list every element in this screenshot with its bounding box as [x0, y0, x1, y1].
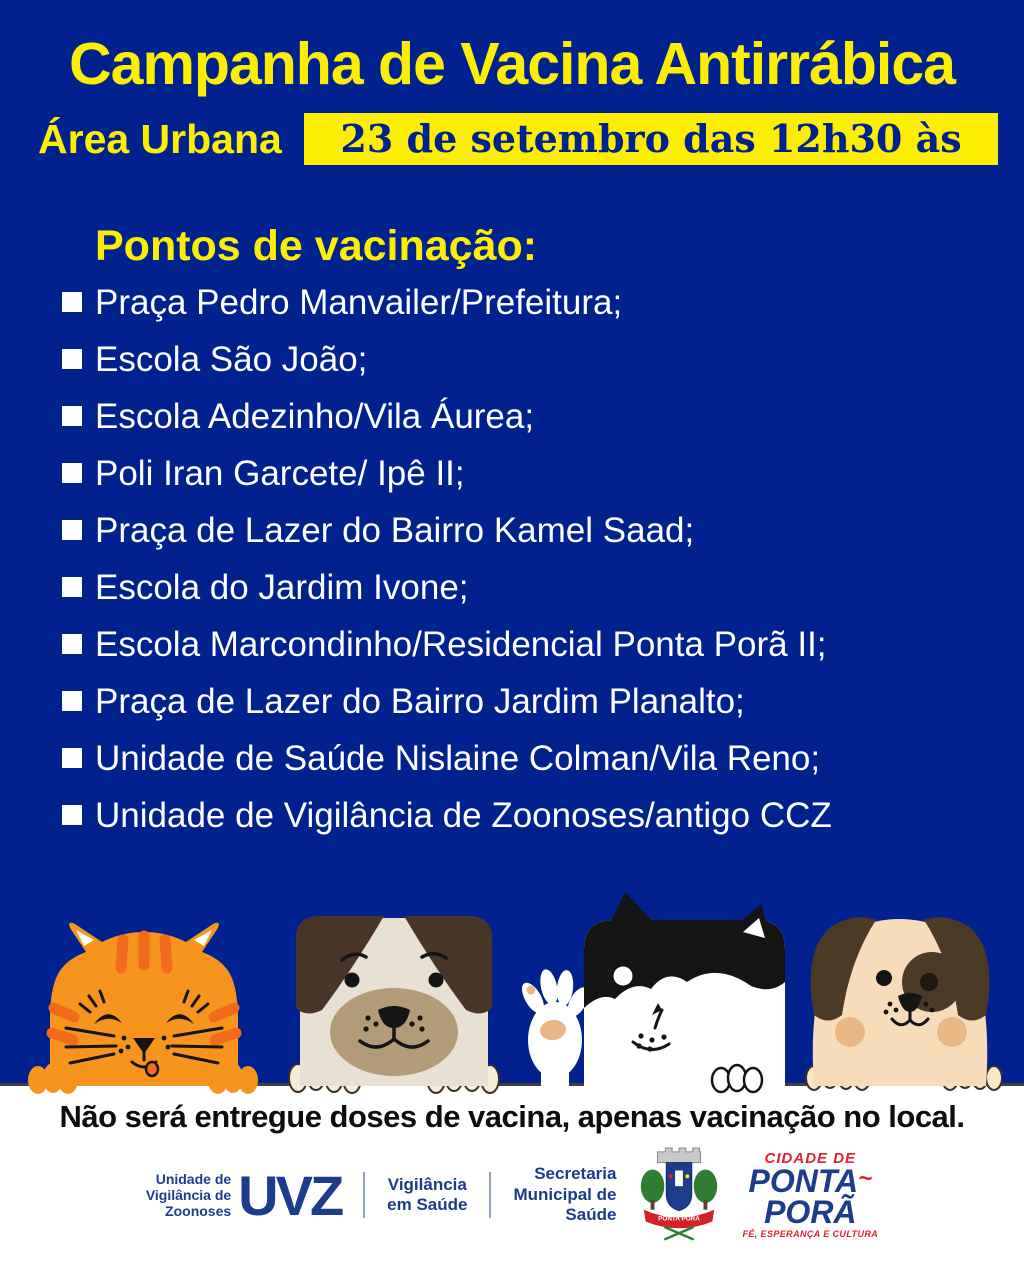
square-bullet-icon — [62, 349, 82, 369]
ponta-pora-wordmark — [742, 1149, 879, 1239]
secretaria-line: Secretaria — [534, 1164, 617, 1184]
secretaria-line: Municipal de — [513, 1184, 617, 1204]
square-bullet-icon — [62, 634, 82, 654]
ponta-text: PONTA — [748, 1162, 859, 1199]
area-label: Área Urbana — [38, 115, 282, 162]
footer-divider — [363, 1172, 365, 1218]
list-item: Escola Marcondinho/Residencial Ponta Porã II; — [62, 625, 1014, 682]
list-item: Praça de Lazer do Bairro Jardim Planalto; — [62, 682, 1014, 739]
footer-logos-row — [0, 1147, 1024, 1243]
bottom-strip — [0, 1083, 1024, 1280]
city-slogan: FÉ, ESPERANÇA E CULTURA — [742, 1228, 879, 1239]
vaccination-points-list — [62, 283, 1014, 853]
vigilancia-em-saude-logo — [387, 1175, 467, 1216]
tuxedo-cat-waving-illustration — [515, 890, 787, 1094]
notice-text: Não será entregue doses de vacina, apenas vacinação no local. — [59, 1099, 965, 1134]
square-bullet-icon — [62, 520, 82, 540]
red-tilde-accent: ~ — [858, 1164, 873, 1192]
vigilancia-line: Vigilância — [387, 1174, 467, 1194]
orange-cat-illustration — [28, 910, 258, 1096]
uvz-acronym: UVZ — [238, 1163, 342, 1227]
crest-ribbon-text: PONTA PORÃ — [658, 1215, 701, 1223]
uvz-label — [146, 1171, 231, 1219]
secretaria-saude-label — [513, 1164, 616, 1225]
square-bullet-icon — [62, 691, 82, 711]
square-bullet-icon — [62, 292, 82, 312]
square-bullet-icon — [62, 406, 82, 426]
list-item: Unidade de Vigilância de Zoonoses/antigo CCZ — [62, 796, 1014, 853]
ponta-pora-coat-of-arms — [638, 1147, 720, 1243]
list-item: Poli Iran Garcete/ Ipê II; — [62, 454, 1014, 511]
list-item: Escola Adezinho/Vila Áurea; — [62, 397, 1014, 454]
vigilancia-line: em Saúde — [387, 1195, 468, 1214]
square-bullet-icon — [62, 748, 82, 768]
list-item: Escola do Jardim Ivone; — [62, 568, 1014, 625]
secretaria-line: Saúde — [565, 1205, 617, 1225]
list-item: Praça de Lazer do Bairro Kamel Saad; — [62, 511, 1014, 568]
list-item: Praça Pedro Manvailer/Prefeitura; — [62, 283, 1014, 340]
uvz-label-line: Zoonoses — [165, 1203, 232, 1220]
date-banner: 23 de setembro das 12h30 às 18h — [304, 113, 998, 165]
subheader-row — [38, 112, 998, 213]
square-bullet-icon — [62, 463, 82, 483]
list-item: Escola São João; — [62, 340, 1014, 397]
square-bullet-icon — [62, 577, 82, 597]
list-item: Unidade de Saúde Nislaine Colman/Vila Reno; — [62, 739, 1014, 796]
poster-title: Campanha de Vacina Antirrábica — [69, 31, 955, 97]
list-heading: Pontos de vacinação: — [95, 222, 538, 270]
uvz-logo — [146, 1163, 341, 1228]
uvz-label-line: Vigilância de — [145, 1186, 232, 1203]
ponta-line — [742, 1162, 878, 1199]
footer-divider — [489, 1172, 491, 1218]
square-bullet-icon — [62, 805, 82, 825]
uvz-label-line: Unidade de — [155, 1170, 232, 1187]
pug-dog-illustration — [280, 898, 508, 1094]
pora-line: PORÃ — [764, 1193, 857, 1230]
brown-patch-dog-illustration — [798, 900, 1002, 1092]
cidade-de-label: CIDADE DE — [764, 1149, 857, 1167]
